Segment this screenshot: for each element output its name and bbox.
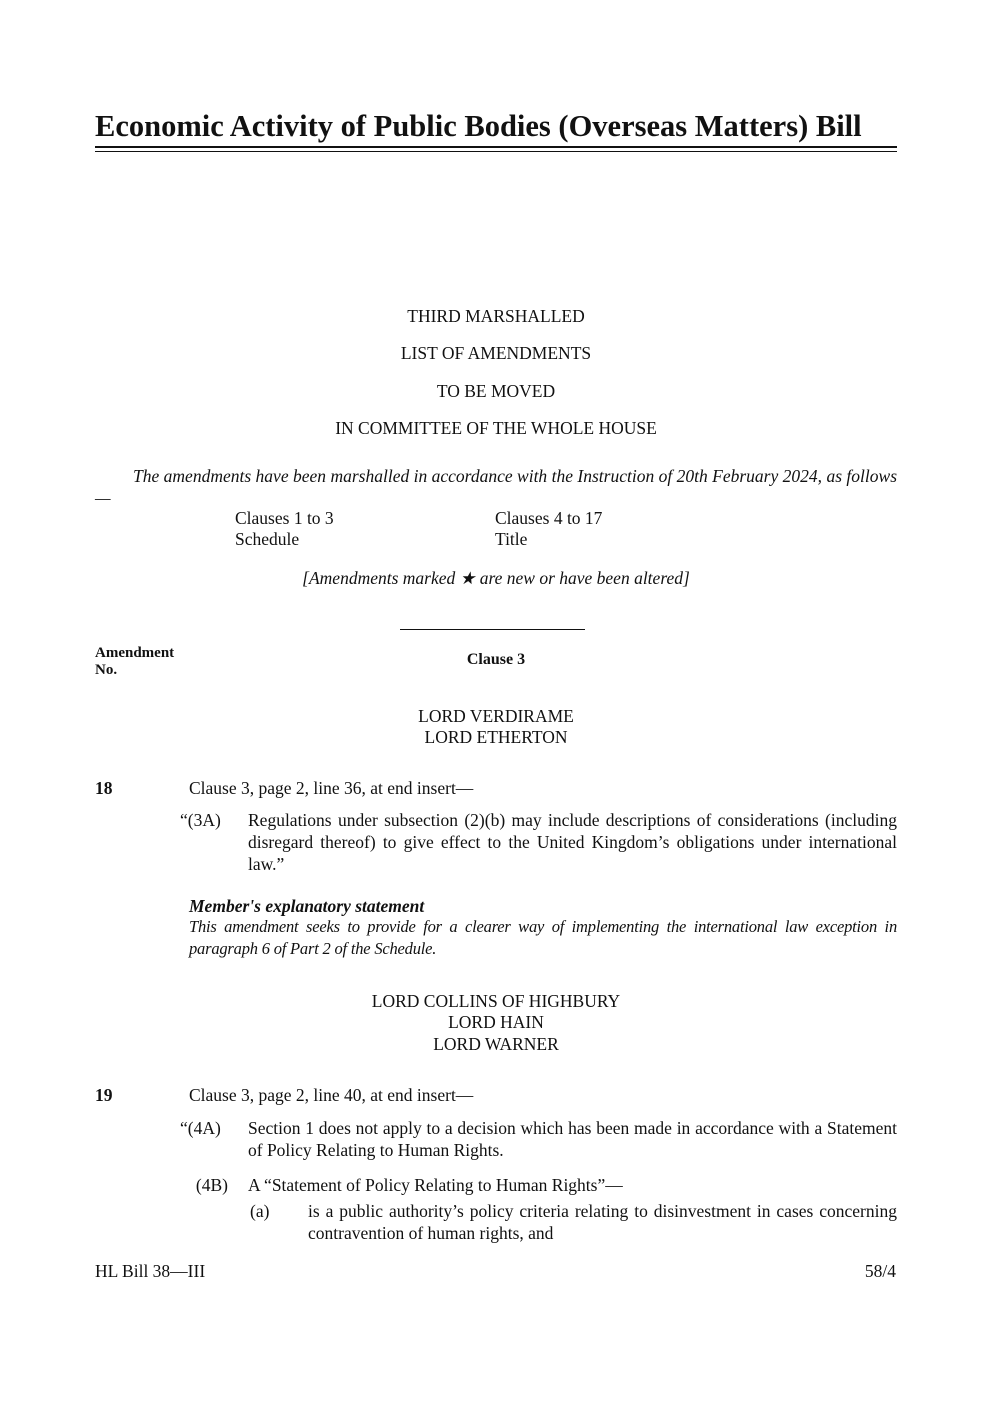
- bill-title: Economic Activity of Public Bodies (Overseas Matters) Bill: [95, 109, 862, 143]
- page-code: 58/4: [864, 1261, 896, 1281]
- order-item: Schedule: [235, 529, 300, 549]
- explanatory-statement: This amendment seeks to provide for a clearer way of implementing the international law exception in paragraph 6 of Part 2 of the Schedule.: [189, 917, 897, 958]
- heading-line: TO BE MOVED: [436, 381, 556, 401]
- title-rule-thin: [95, 151, 897, 152]
- subsection: [180, 809, 897, 875]
- amendment-header-line: Amendment: [95, 645, 175, 661]
- bill-reference: HL Bill 38—III: [95, 1261, 206, 1281]
- subsection-label: “(3A): [180, 810, 221, 830]
- heading-line: IN COMMITTEE OF THE WHOLE HOUSE: [335, 418, 657, 438]
- subsection-label: (4B): [195, 1175, 228, 1195]
- subsection-label: “(4A): [180, 1118, 221, 1138]
- paragraph: [250, 1200, 897, 1244]
- sponsor: LORD ETHERTON: [424, 727, 568, 747]
- sponsor: LORD VERDIRAME: [418, 706, 574, 726]
- paragraph-label: (a): [250, 1201, 270, 1221]
- section-divider: [400, 629, 585, 630]
- subsection: [180, 1117, 897, 1161]
- heading-line: LIST OF AMENDMENTS: [400, 343, 592, 363]
- paragraph-text: is a public authority’s policy criteria relating to disinvestment in cases concerning contravention of human rights, and: [308, 1201, 897, 1243]
- amendment-number: 18: [95, 778, 113, 798]
- subsection: [180, 1174, 897, 1196]
- sponsor: LORD WARNER: [433, 1034, 559, 1054]
- sponsor: LORD HAIN: [448, 1012, 544, 1032]
- order-item: Clauses 4 to 17: [495, 508, 603, 528]
- amendment-header-line: No.: [95, 662, 118, 678]
- sponsor: LORD COLLINS OF HIGHBURY: [371, 991, 621, 1011]
- order-item: Clauses 1 to 3: [235, 508, 334, 528]
- subsection-text: Regulations under subsection (2)(b) may include descriptions of considerations (including disregard thereof) to give effect to the United Kingdom’s obligations under international law.”: [248, 810, 897, 874]
- amendment-instruction: Clause 3, page 2, line 36, at end insert—: [189, 778, 474, 798]
- title-rule-thick: [95, 146, 897, 148]
- explanatory-statement-heading: Member's explanatory statement: [189, 896, 425, 916]
- altered-note: [Amendments marked ★ are new or have been altered]: [302, 568, 690, 588]
- amendment-number: 19: [95, 1085, 113, 1105]
- amendment-instruction: Clause 3, page 2, line 40, at end insert—: [189, 1085, 474, 1105]
- heading-line: THIRD MARSHALLED: [407, 306, 585, 326]
- subsection-text: A “Statement of Policy Relating to Human Rights”—: [248, 1175, 623, 1195]
- subsection-text: Section 1 does not apply to a decision which has been made in accordance with a Statement of Policy Relating to Human Rights.: [248, 1118, 897, 1160]
- order-item: Title: [495, 529, 528, 549]
- clause-heading: Clause 3: [466, 651, 526, 668]
- intro-text: The amendments have been marshalled in accordance with the Instruction of 20th February 2024, as follows—: [95, 466, 897, 508]
